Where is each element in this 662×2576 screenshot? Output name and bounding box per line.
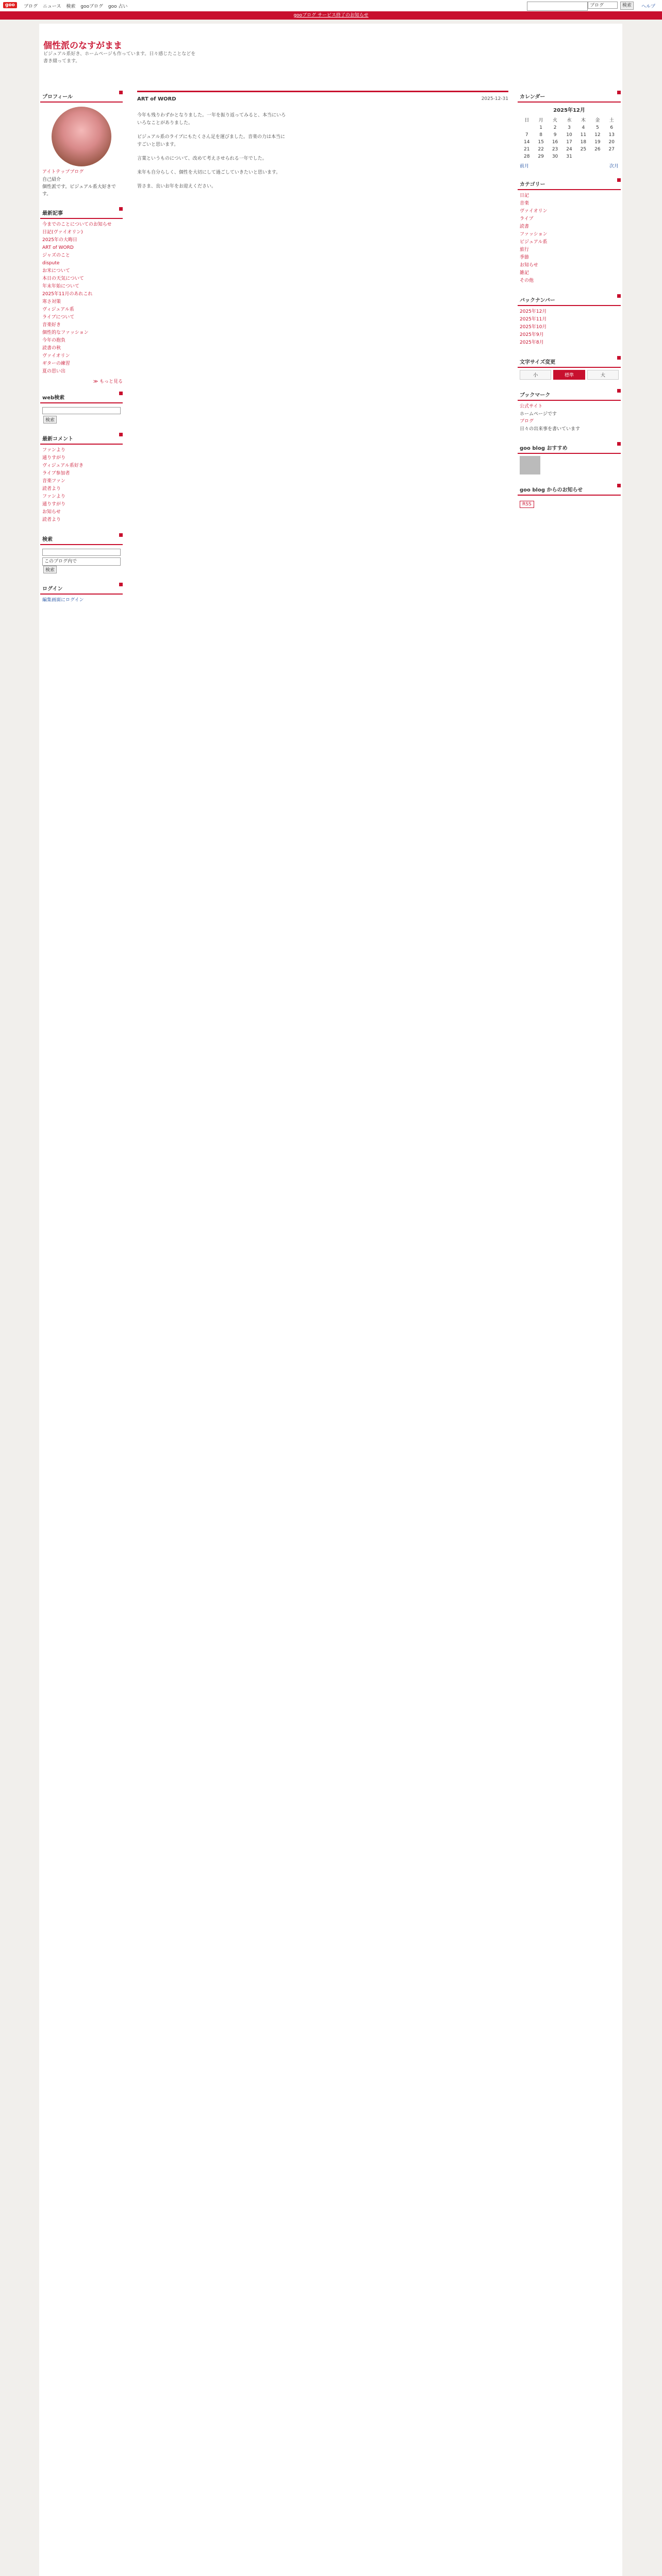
global-header: [0, 0, 662, 12]
calendar-next-link[interactable]: 次月: [609, 164, 619, 169]
recent-entry-link[interactable]: 読書の秋: [42, 346, 61, 351]
archives-heading: バックナンバー: [518, 294, 621, 306]
categories-box: [518, 178, 621, 287]
calendar-day[interactable]: 26: [594, 147, 601, 152]
global-nav-link[interactable]: ニュース: [42, 4, 61, 9]
calendar-day[interactable]: 28: [523, 154, 530, 159]
bookmarks-heading: ブックマーク: [518, 389, 621, 401]
calendar-day: [520, 124, 534, 131]
bookmark-link[interactable]: 公式サイト: [520, 404, 543, 409]
archives-box: [518, 294, 621, 349]
calendar-day[interactable]: 20: [608, 140, 615, 145]
recent-entry-link[interactable]: ライブについて: [42, 315, 75, 320]
calendar-weekday: 土: [609, 118, 614, 123]
bookmarks-box: [518, 389, 621, 435]
recent-comment-link[interactable]: 通りすがり: [42, 455, 66, 461]
calendar-day[interactable]: 21: [523, 147, 530, 152]
recent-entry-link[interactable]: お米について: [42, 268, 70, 274]
recent-comments-box: [40, 433, 123, 526]
calendar-day[interactable]: 2: [553, 125, 557, 130]
calendar-day[interactable]: 6: [610, 125, 614, 130]
calendar-weekday: 火: [553, 118, 558, 123]
recent-entry-link[interactable]: dispute: [42, 261, 60, 266]
more-entries-link[interactable]: ≫ もっと見る: [93, 379, 123, 384]
calendar-day[interactable]: 15: [538, 140, 544, 145]
recent-entry-link[interactable]: 今年の抱負: [42, 338, 66, 343]
category-link[interactable]: 季節: [520, 255, 529, 260]
bookmark-description: 日々の出来事を書いています: [520, 427, 581, 432]
web-search-box: [40, 392, 123, 426]
recent-entries-box: [40, 207, 123, 384]
calendar-day[interactable]: 29: [538, 154, 544, 159]
blog-description: ビジュアル系好き、ホームページも作っています。日々感じたことなどを書き綴ってます。: [43, 52, 196, 64]
calendar-day[interactable]: 9: [553, 132, 557, 138]
calendar-weekday: 木: [581, 118, 586, 123]
service-notice-bar: [0, 11, 662, 20]
main-column: [137, 91, 508, 197]
recent-comment-link[interactable]: ファンより: [42, 448, 65, 453]
profile-name-link[interactable]: アイトテップブログ: [42, 170, 84, 175]
recent-entries-heading: 最新記事: [40, 207, 123, 219]
font-size-option[interactable]: 小: [520, 370, 551, 380]
profile-heading: プロフィール: [40, 91, 123, 103]
recent-entry-link[interactable]: 年末年始について: [42, 284, 79, 289]
font-size-heading: 文字サイズ変更: [518, 356, 621, 368]
recent-comment-link[interactable]: 読者より: [42, 517, 61, 522]
blog-title[interactable]: 個性派のなすがまま: [43, 41, 122, 51]
calendar-day[interactable]: 3: [568, 125, 571, 130]
entry-paragraph: 来年も自分らしく、個性を大切にして過ごしていきたいと思います。: [137, 170, 281, 175]
entry-title[interactable]: ART of WORD: [137, 96, 176, 102]
calendar-day[interactable]: 25: [580, 147, 587, 152]
calendar-day[interactable]: 22: [538, 147, 544, 152]
login-box: [40, 583, 123, 606]
calendar-day[interactable]: 19: [594, 140, 601, 145]
calendar-day: [590, 153, 604, 160]
category-link[interactable]: お知らせ: [520, 263, 538, 268]
archive-link[interactable]: 2025年8月: [520, 340, 544, 345]
font-size-option[interactable]: 大: [587, 370, 619, 380]
recent-entry-link[interactable]: ヴァイオリン: [42, 353, 70, 359]
calendar-day: [605, 153, 619, 160]
recent-entry-link[interactable]: ジャズのこと: [42, 253, 70, 258]
category-link[interactable]: 日記: [520, 193, 529, 198]
recent-entry-link[interactable]: 寒さ対策: [42, 299, 61, 304]
calendar-day[interactable]: 27: [608, 147, 615, 152]
blog-search-scope-select[interactable]: このブログ内で: [42, 557, 121, 566]
calendar-day[interactable]: 16: [552, 140, 558, 145]
global-nav-link[interactable]: ブログ: [24, 4, 38, 9]
entry-body: [137, 112, 508, 191]
calendar-day[interactable]: 8: [539, 132, 542, 138]
calendar-weekday: 月: [538, 118, 543, 123]
entry-paragraph: 今年も残りわずかとなりました。一年を振り返ってみると、本当にいろいろなことがありました。: [137, 113, 286, 126]
profile-line: 個性派です。ビジュアル系大好きです。: [42, 184, 116, 197]
entry-paragraph: 皆さま、良いお年をお迎えください。: [137, 184, 217, 189]
category-link[interactable]: 音楽: [520, 201, 529, 206]
calendar-day[interactable]: 18: [580, 140, 587, 145]
blog-search-button[interactable]: 検索: [43, 566, 57, 573]
web-search-heading: web検索: [40, 392, 123, 403]
blog-search-heading: 検索: [40, 533, 123, 545]
recent-entry-link[interactable]: 音楽好き: [42, 323, 61, 328]
recent-entry-link[interactable]: ヴィジュアル系: [42, 307, 74, 312]
calendar-day[interactable]: 23: [552, 147, 558, 152]
recent-comments-heading: 最新コメント: [40, 433, 123, 445]
recent-entry-link[interactable]: 本日の天気について: [42, 276, 84, 281]
recent-comment-link[interactable]: ファンより: [42, 494, 65, 499]
bookmark-link[interactable]: ブログ: [520, 419, 534, 424]
profile-avatar[interactable]: [52, 107, 111, 166]
category-link[interactable]: 雑記: [520, 270, 529, 276]
calendar-day: [576, 153, 590, 160]
calendar-day[interactable]: 13: [608, 132, 615, 138]
entry-header: [137, 91, 508, 112]
calendar-day[interactable]: 1: [539, 125, 542, 130]
category-link[interactable]: ビジュアル系: [520, 240, 548, 245]
calendar-weekday: 金: [595, 118, 600, 123]
global-nav: [24, 3, 131, 9]
font-size-option[interactable]: 標準: [553, 370, 585, 380]
recent-entry-link[interactable]: 個性的なファッション: [42, 330, 89, 335]
search-scope-select[interactable]: ブログ: [588, 2, 618, 9]
calendar-weekday: 水: [567, 118, 572, 123]
calendar-day[interactable]: 4: [582, 125, 585, 130]
category-link[interactable]: 読書: [520, 224, 529, 229]
calendar-day[interactable]: 24: [566, 147, 572, 152]
global-nav-link[interactable]: 検索: [66, 4, 76, 9]
calendar-day[interactable]: 11: [580, 132, 587, 138]
goo-recommend-heading: goo blog おすすめ: [518, 442, 621, 454]
calendar-table: [520, 115, 619, 160]
calendar-day[interactable]: 7: [525, 132, 528, 138]
help-link[interactable]: ヘルプ: [641, 4, 656, 9]
archive-link[interactable]: 2025年11月: [520, 317, 547, 322]
calendar-box: [518, 91, 621, 171]
blog-page: [39, 24, 622, 2576]
calendar-day[interactable]: 14: [523, 140, 530, 145]
category-link[interactable]: ヴァイオリン: [520, 209, 548, 214]
category-link[interactable]: ファッション: [520, 232, 548, 237]
blog-search-input[interactable]: [42, 549, 121, 556]
login-link[interactable]: 編集画面にログイン: [42, 598, 84, 603]
category-link[interactable]: その他: [520, 278, 534, 283]
left-sidebar: [40, 91, 123, 614]
recent-comment-link[interactable]: 音楽ファン: [42, 479, 65, 484]
recent-comment-link[interactable]: お知らせ: [42, 510, 61, 515]
profile-line: 自己紹介: [42, 177, 61, 182]
profile-box: [40, 91, 123, 200]
recommend-thumbnail[interactable]: [520, 456, 540, 474]
entry-paragraph: 言葉というものについて、改めて考えさせられる一年でした。: [137, 156, 267, 161]
global-search-button[interactable]: 検索: [620, 2, 634, 10]
category-link[interactable]: ライブ: [520, 216, 534, 222]
calendar-day[interactable]: 12: [594, 132, 601, 138]
service-notice-link[interactable]: gooブログ サービス終了のお知らせ: [293, 13, 369, 18]
calendar-day[interactable]: 30: [552, 154, 558, 159]
archive-link[interactable]: 2025年12月: [520, 309, 547, 314]
entry-paragraph: ビジュアル系のライブにもたくさん足を運びました。音楽の力は本当にすごいと思います。: [137, 134, 285, 147]
recent-comment-link[interactable]: 読者より: [42, 486, 61, 492]
category-link[interactable]: 旅行: [520, 247, 529, 252]
goo-logo[interactable]: goo: [3, 2, 17, 8]
goo-recommend-box: [518, 442, 621, 477]
rss-feed-link[interactable]: RSS: [520, 501, 534, 508]
login-heading: ログイン: [40, 583, 123, 595]
archive-link[interactable]: 2025年9月: [520, 332, 544, 337]
calendar-prev-link[interactable]: 前月: [520, 164, 529, 169]
recent-entry-link[interactable]: 2025年11月のあれこれ: [42, 292, 93, 297]
recent-comment-link[interactable]: ヴィジュアル系好き: [42, 463, 84, 468]
recent-comment-link[interactable]: 通りすがり: [42, 502, 66, 507]
recent-entry-link[interactable]: 2025年の大晦日: [42, 238, 77, 243]
goo-follow-box: [518, 484, 621, 510]
recent-entry-link[interactable]: 日記(ヴァイオリン): [42, 230, 83, 235]
calendar-day[interactable]: 31: [566, 154, 572, 159]
recent-entry-link[interactable]: ギターの練習: [42, 361, 70, 366]
calendar-day[interactable]: 5: [595, 125, 599, 130]
bookmark-description: ホームページです: [520, 412, 557, 417]
right-sidebar: [518, 91, 621, 517]
global-nav-link[interactable]: gooブログ: [80, 4, 103, 9]
calendar-weekday: 日: [524, 118, 529, 123]
recent-entry-link[interactable]: ART of WORD: [42, 245, 74, 250]
web-search-button[interactable]: 検索: [43, 416, 57, 423]
global-nav-link[interactable]: goo 占い: [108, 4, 128, 9]
calendar-day[interactable]: 17: [566, 140, 572, 145]
categories-heading: カテゴリー: [518, 178, 621, 190]
calendar-month: 2025年12月: [553, 108, 585, 113]
recent-entry-link[interactable]: 今までのことについてのお知らせ: [42, 222, 112, 227]
font-size-box: [518, 356, 621, 382]
calendar-heading: カレンダー: [518, 91, 621, 103]
calendar-day[interactable]: 10: [566, 132, 572, 138]
web-search-input[interactable]: [42, 407, 121, 414]
recent-comment-link[interactable]: ライブ参加者: [42, 471, 70, 476]
entry-date: 2025-12-31: [481, 96, 508, 101]
global-search-input[interactable]: [527, 2, 588, 11]
archive-link[interactable]: 2025年10月: [520, 325, 547, 330]
blog-search-box: [40, 533, 123, 575]
recent-entry-link[interactable]: 夏の思い出: [42, 369, 66, 374]
goo-follow-heading: goo blog からのお知らせ: [518, 484, 621, 496]
